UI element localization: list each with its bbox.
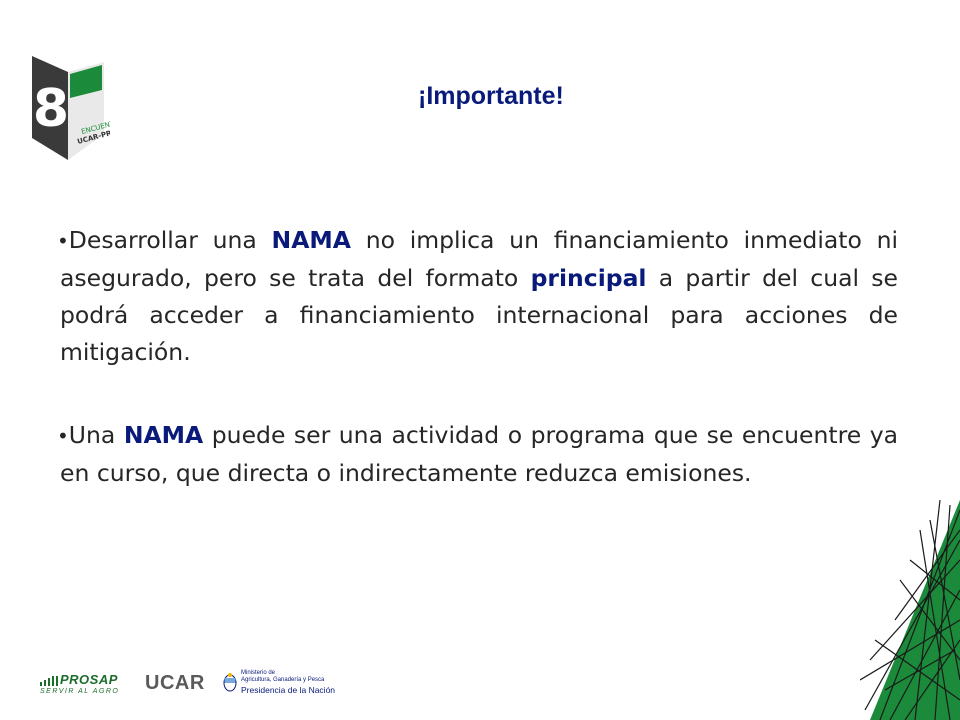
footer-logos (38, 668, 338, 702)
logo-small-text: ENCUENTRO (80, 116, 110, 136)
prosap-tagline: SERVIR AL AGRO (40, 688, 120, 695)
ucar-logo: UCAR (145, 672, 205, 694)
slide-body (57, 222, 899, 538)
bullet-2: •Una NAMA puede ser una actividad o programa que se encuentre ya en curso, que directa o indirectamente reduzca emisiones. (57, 421, 898, 487)
bullet-dot: • (57, 229, 69, 253)
slide-title: ¡Importante! (418, 82, 564, 110)
ministry-line3: Presidencia de la Nación (241, 685, 336, 695)
decorative-lines-graphic (860, 500, 960, 720)
prosap-name: PROSAP (60, 672, 118, 687)
logo-number: 8 (32, 79, 70, 139)
keyword-nama: NAMA (123, 421, 204, 449)
encuentro-logo (30, 52, 110, 164)
prosap-logo (38, 672, 119, 695)
ministry-line1: Ministerio de (241, 670, 276, 676)
keyword-principal: principal (530, 264, 647, 292)
bullet-dot: • (57, 424, 69, 448)
argentina-emblem-icon (223, 672, 237, 692)
keyword-nama: NAMA (271, 226, 351, 254)
bullet-1: •Desarrollar una NAMA no implica un financiamiento inmediato ni asegurado, pero se trata del formato principal a partir del cual se podrá acceder a financiamiento internacional para acciones de mitigación. (57, 226, 899, 366)
logo-brand-text: UCAR-PROSAP (76, 123, 110, 146)
prosap-bars-icon (40, 676, 60, 686)
ministry-line2: Agricultura, Ganadería y Pesca (241, 677, 325, 683)
